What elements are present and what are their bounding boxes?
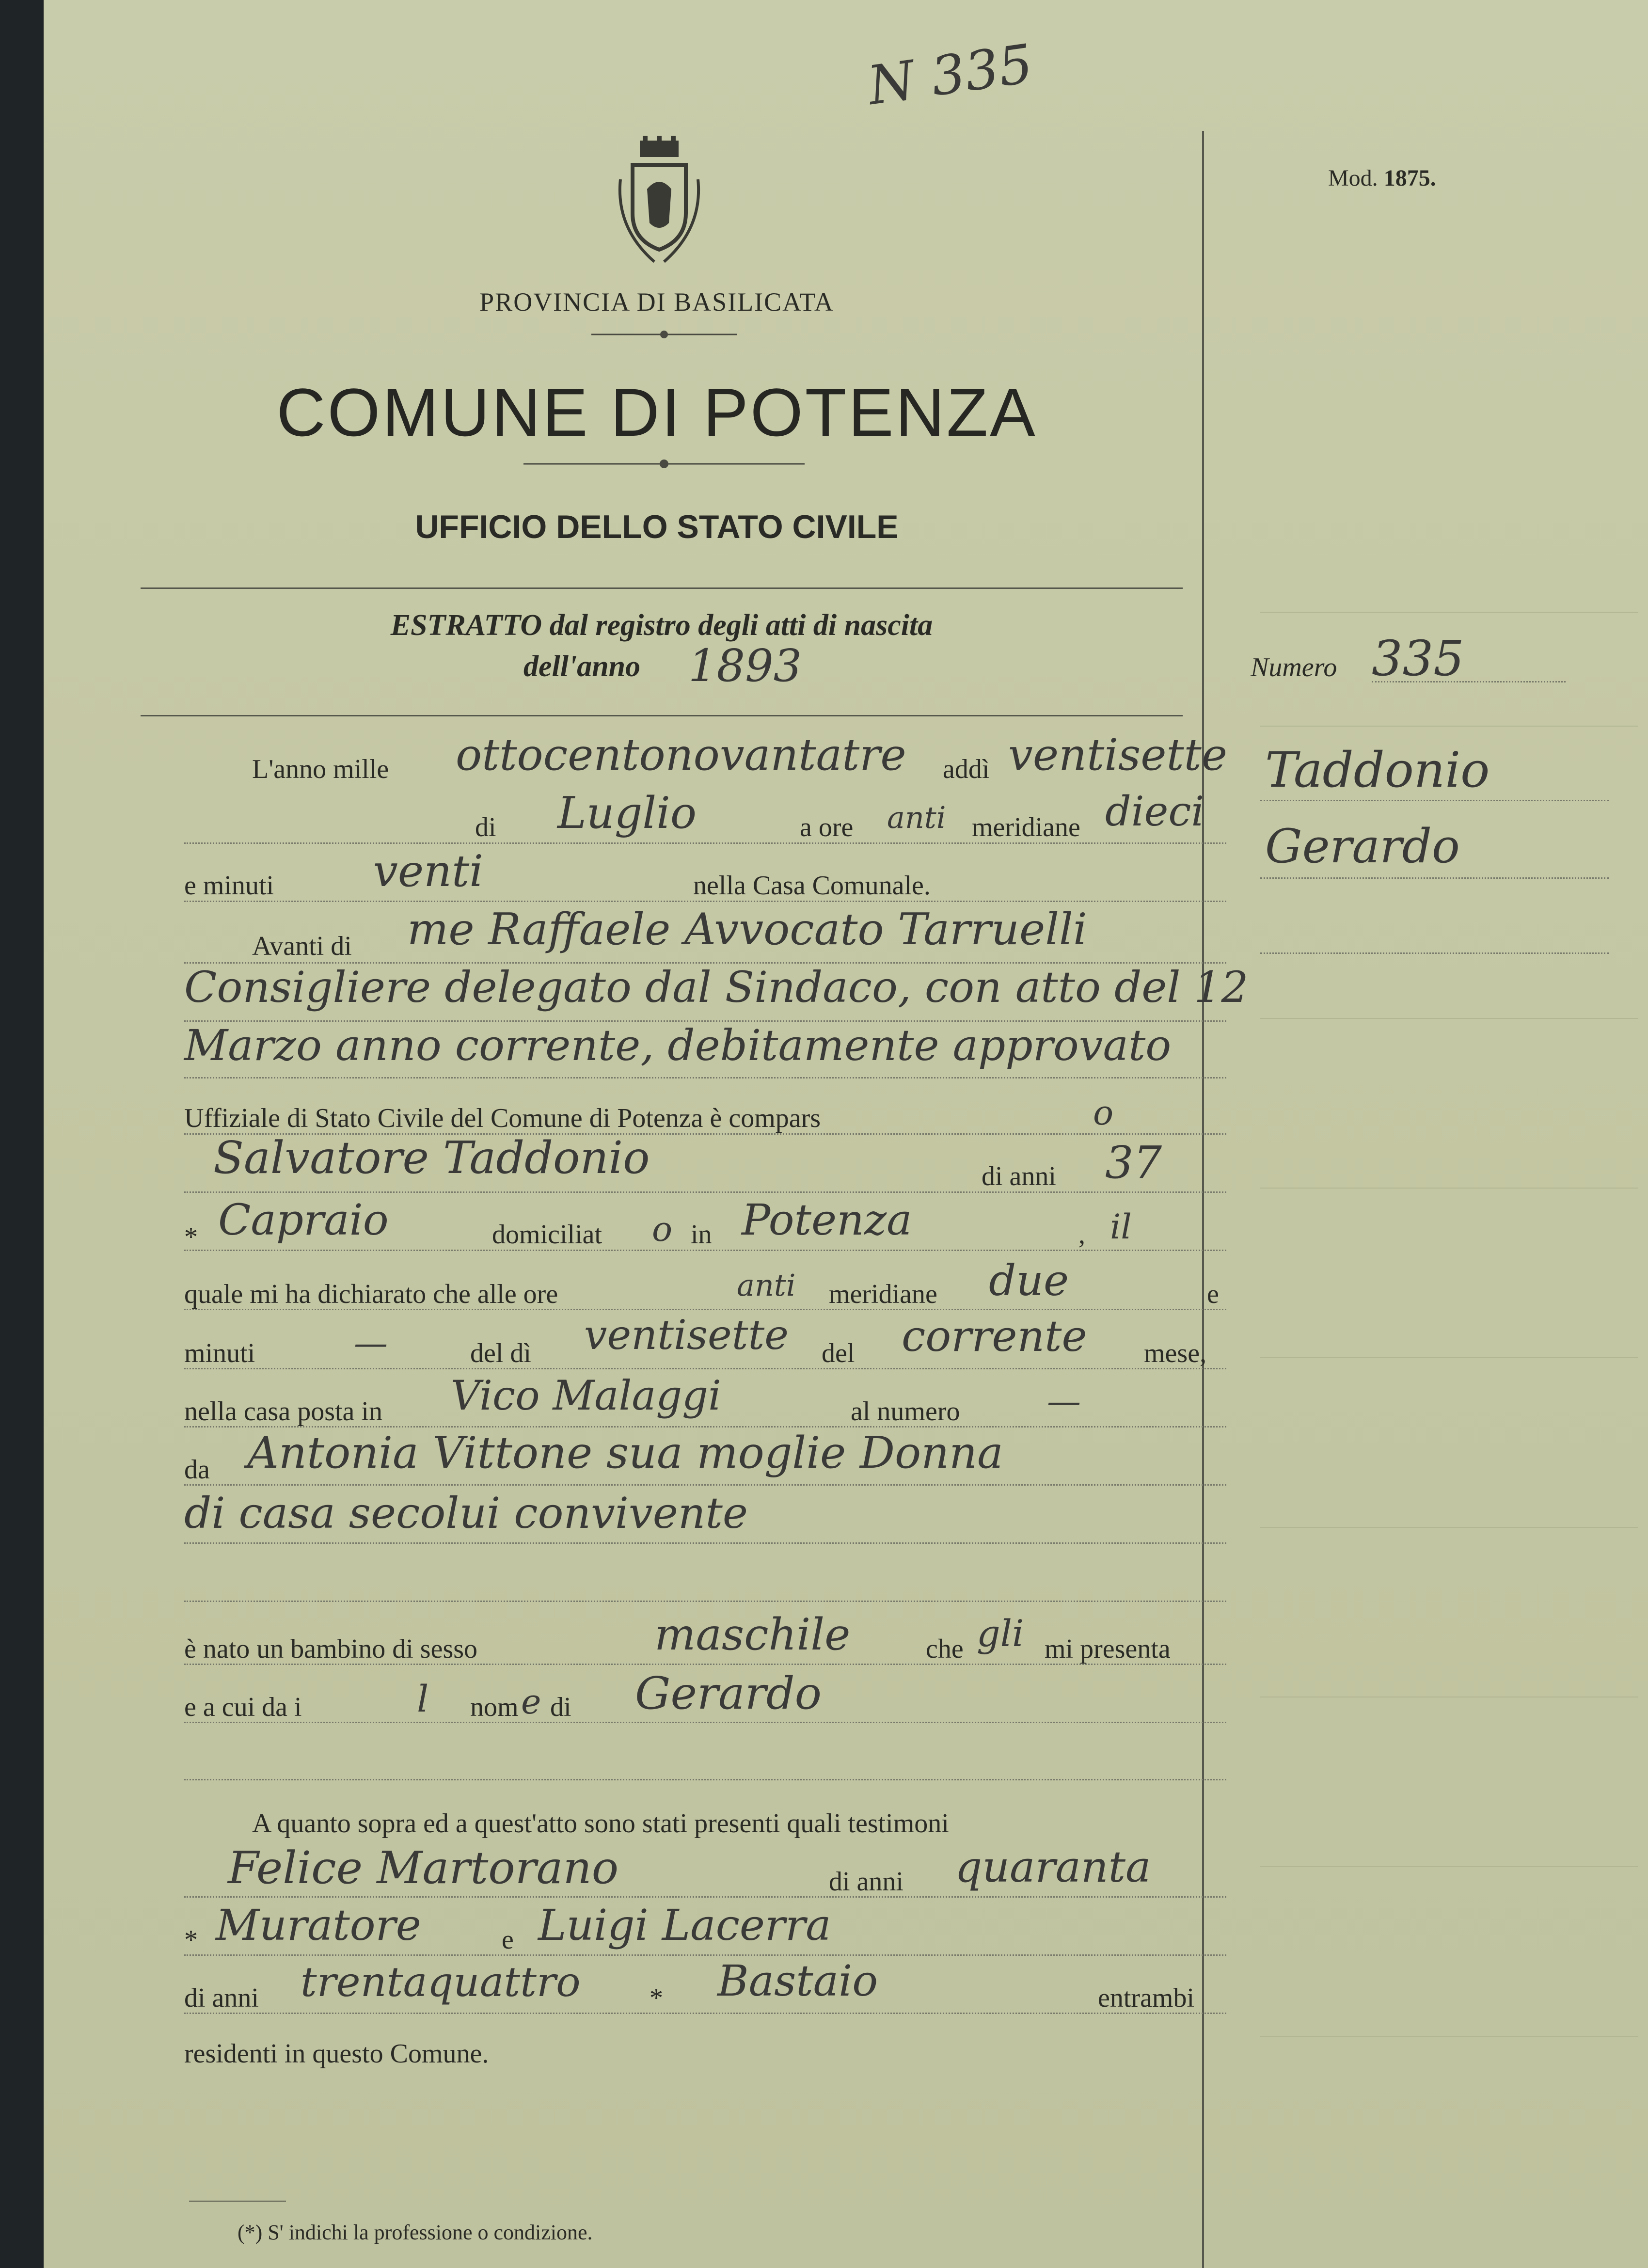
coat-of-arms-icon bbox=[611, 136, 708, 271]
text-meridiane-2: meridiane bbox=[829, 1279, 937, 1309]
hand-ore-prefix: anti bbox=[887, 800, 946, 835]
hand-declarant: Salvatore Taddonio bbox=[213, 1132, 650, 1184]
text-e-2: e bbox=[502, 1925, 514, 1955]
hand-officer-l3: Marzo anno corrente, debitamente approvato bbox=[184, 1020, 1172, 1070]
header-rule bbox=[141, 587, 1183, 589]
text-lanno-mille: L'anno mille bbox=[252, 754, 389, 784]
text-a-ore: a ore bbox=[800, 812, 854, 842]
text-star-3: * bbox=[650, 1983, 663, 2013]
hand-dom-suffix: o bbox=[652, 1209, 673, 1249]
estratto-year-label: dell'anno bbox=[523, 650, 641, 683]
hand-birth-month: corrente bbox=[902, 1311, 1087, 1361]
text-di-anni-2: di anni bbox=[829, 1867, 903, 1897]
text-mi-presenta: mi presenta bbox=[1045, 1634, 1171, 1664]
hand-minutes: venti bbox=[373, 846, 484, 897]
text-al-numero: al numero bbox=[851, 1396, 960, 1427]
text-di-anni: di anni bbox=[982, 1161, 1056, 1191]
text-casa-comunale: nella Casa Comunale. bbox=[693, 871, 931, 901]
margin-surname: Taddonio bbox=[1265, 742, 1490, 798]
hand-witness2-age: trentaquattro bbox=[301, 1958, 581, 2006]
text-nom: nom bbox=[470, 1692, 519, 1722]
hand-gli: gli bbox=[977, 1612, 1024, 1655]
hand-mother-l1: Antonia Vittone sua moglie Donna bbox=[247, 1427, 1003, 1478]
text-entrambi: entrambi bbox=[1098, 1983, 1195, 2013]
hand-nome-e: e bbox=[521, 1682, 541, 1722]
text-di: di bbox=[475, 812, 496, 842]
text-che: che bbox=[926, 1634, 964, 1664]
hand-day-words: ventisette bbox=[1008, 730, 1228, 780]
hand-sex: maschile bbox=[654, 1609, 851, 1660]
footnote: (*) S' indichi la professione o condizione. bbox=[238, 2220, 593, 2244]
margin-given-name: Gerardo bbox=[1265, 819, 1460, 873]
column-divider bbox=[1202, 131, 1204, 2268]
archive-mark: N 335 bbox=[864, 32, 1037, 117]
hand-witness1: Felice Martorano bbox=[228, 1842, 619, 1894]
hand-birth-ore-prefix: anti bbox=[737, 1268, 796, 1303]
estratto-year: 1893 bbox=[688, 640, 802, 692]
province-heading: PROVINCIA DI BASILICATA bbox=[479, 287, 834, 317]
text-meridiane: meridiane bbox=[972, 812, 1080, 842]
hand-mother-l2: di casa secolui convivente bbox=[184, 1488, 748, 1538]
hand-month: Luglio bbox=[557, 788, 697, 839]
hand-birth-minutes: — bbox=[354, 1323, 388, 1363]
hand-birth-day: ventisette bbox=[584, 1311, 789, 1359]
mod-label: Mod. 1875. bbox=[1328, 165, 1436, 191]
hand-street: Vico Malaggi bbox=[451, 1372, 721, 1419]
text-addi: addì bbox=[943, 754, 990, 784]
ornament-divider-2 bbox=[523, 458, 805, 470]
hand-child-name: Gerardo bbox=[635, 1667, 822, 1719]
ufficio-heading: UFFICIO DELLO STATO CIVILE bbox=[415, 508, 899, 545]
hand-witness2-prof: Bastaio bbox=[717, 1956, 878, 2006]
text-star-2: * bbox=[184, 1925, 198, 1955]
hand-l: l bbox=[417, 1677, 429, 1720]
text-minuti: minuti bbox=[184, 1338, 255, 1368]
estratto-rule bbox=[141, 715, 1183, 716]
text-residenti: residenti in questo Comune. bbox=[184, 2039, 489, 2069]
hand-il: il bbox=[1110, 1207, 1132, 1247]
hand-house-number: — bbox=[1047, 1381, 1081, 1421]
text-del-di: del dì bbox=[470, 1338, 531, 1368]
hand-officer-l2: Consigliere delegato dal Sindaco, con atto del 12 bbox=[184, 962, 1249, 1012]
hand-hour: dieci bbox=[1105, 788, 1204, 835]
text-del: del bbox=[822, 1338, 855, 1368]
text-e-nato: è nato un bambino di sesso bbox=[184, 1634, 478, 1664]
text-comma: , bbox=[1078, 1220, 1085, 1250]
text-da: da bbox=[184, 1455, 210, 1485]
text-uffiziale: Uffiziale di Stato Civile del Comune di Potenza è compars bbox=[184, 1103, 821, 1133]
hand-profession: Capraio bbox=[218, 1195, 389, 1245]
estratto-heading: ESTRATTO dal registro degli atti di nascita bbox=[390, 609, 933, 642]
text-di-anni-3: di anni bbox=[184, 1983, 259, 2013]
comune-heading: COMUNE DI POTENZA bbox=[276, 374, 1037, 450]
hand-year-words: ottocentonovantatre bbox=[456, 730, 906, 780]
ornament-divider bbox=[591, 329, 737, 340]
text-di-2: di bbox=[550, 1692, 571, 1722]
text-e-a-cui: e a cui da i bbox=[184, 1692, 302, 1722]
text-e-minuti: e minuti bbox=[184, 871, 274, 901]
hand-witness1-prof: Muratore bbox=[216, 1900, 421, 1950]
certificate-sheet bbox=[44, 0, 1648, 2268]
hand-officer-l1: me Raffaele Avvocato Tarruelli bbox=[407, 904, 1087, 955]
hand-birth-hour: due bbox=[989, 1255, 1069, 1305]
text-avanti-di: Avanti di bbox=[252, 931, 352, 961]
numero-label: Numero bbox=[1251, 652, 1337, 682]
hand-witness1-age: quaranta bbox=[955, 1842, 1151, 1892]
text-nella-casa: nella casa posta in bbox=[184, 1396, 382, 1427]
hand-compars-suffix: o bbox=[1093, 1093, 1114, 1133]
text-testimoni: A quanto sopra ed a quest'atto sono stati presenti quali testimoni bbox=[252, 1808, 949, 1839]
text-mese: mese, bbox=[1144, 1338, 1207, 1368]
hand-domicile: Potenza bbox=[742, 1195, 912, 1245]
hand-witness2: Luigi Lacerra bbox=[538, 1900, 831, 1950]
text-in: in bbox=[691, 1220, 712, 1250]
text-quale-mi-ha: quale mi ha dichiarato che alle ore bbox=[184, 1279, 558, 1309]
numero-value: 335 bbox=[1372, 630, 1464, 687]
text-e: e bbox=[1207, 1279, 1219, 1309]
hand-declarant-age: 37 bbox=[1105, 1137, 1162, 1189]
text-domiciliat: domiciliat bbox=[492, 1220, 602, 1250]
text-star: * bbox=[184, 1222, 198, 1252]
